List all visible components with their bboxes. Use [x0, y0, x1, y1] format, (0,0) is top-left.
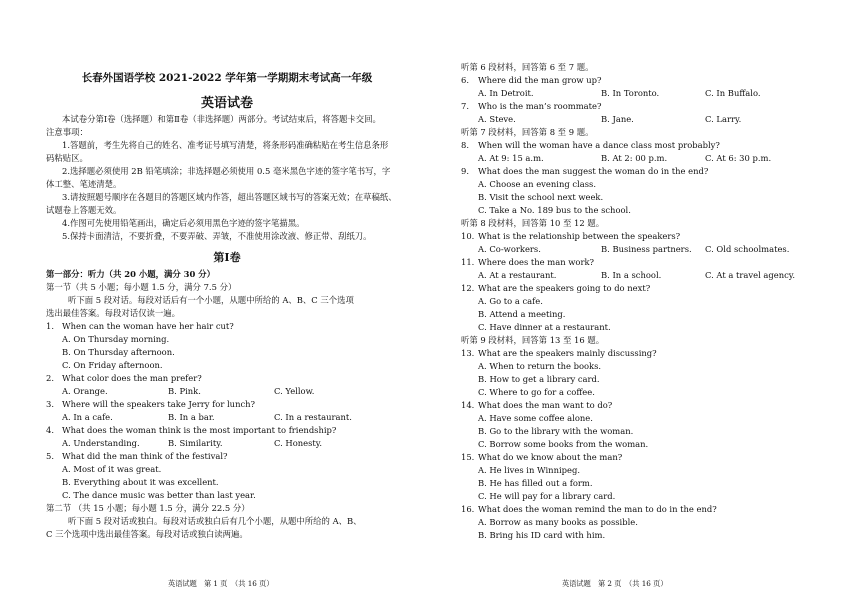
- option-a: A. Steve.: [478, 114, 516, 124]
- option-c: C. The dance music was better than last year.: [62, 490, 256, 500]
- question-text: What does the man suggest the woman do in the end?: [478, 166, 709, 176]
- question-number: 8.: [461, 140, 469, 150]
- note-1a: 1.答题前，考生先将自己的姓名、准考证号填写清楚，将条形码准确粘贴在考生信息条形: [62, 140, 389, 150]
- section2-heading: 第二节 （共 15 小题；每小题 1.5 分，满分 22.5 分）: [46, 503, 250, 513]
- option-c: C. Have dinner at a restaurant.: [478, 322, 611, 332]
- option-a: A. In Detroit.: [478, 88, 534, 98]
- question-text: What do we know about the man?: [478, 452, 623, 462]
- question-text: When can the woman have her hair cut?: [62, 321, 234, 331]
- question-number: 2.: [46, 373, 54, 383]
- option-c: C. In a restaurant.: [274, 412, 352, 422]
- material-header-9: 听第 9 段材料，回答第 13 至 16 题。: [461, 335, 605, 345]
- question-number: 14.: [461, 400, 475, 410]
- option-c: C. At 6: 30 p.m.: [705, 153, 772, 163]
- section2-directions-a: 听下面 5 段对话或独白。每段对话或独白后有几个小题，从题中所给的 A、B、: [68, 516, 362, 526]
- material-header-6: 听第 6 段材料，回答第 6 至 7 题。: [461, 62, 594, 72]
- option-c: C. In Buffalo.: [705, 88, 761, 98]
- page-footer-right: 英语试题 第 2 页 （共 16 页）: [562, 579, 668, 588]
- question-number: 5.: [46, 451, 54, 461]
- note-2b: 体工整、笔迹清楚。: [46, 179, 122, 189]
- part1-heading: 第一部分：听力（共 20 小题，满分 30 分）: [46, 269, 215, 279]
- question-number: 4.: [46, 425, 54, 435]
- option-a: A. Choose an evening class.: [478, 179, 596, 189]
- option-b: B. Pink.: [168, 386, 201, 396]
- option-a: A. Borrow as many books as possible.: [478, 517, 638, 527]
- option-a: A. Co-workers.: [478, 244, 541, 254]
- question-number: 16.: [461, 504, 475, 514]
- option-c: C. Take a No. 189 bus to the school.: [478, 205, 631, 215]
- exam-title: 长春外国语学校 2021-2022 学年第一学期期末考试高一年级: [81, 72, 373, 84]
- question-number: 6.: [461, 75, 469, 85]
- option-b: B. In Toronto.: [601, 88, 660, 98]
- question-text: Where does the man work?: [478, 257, 595, 267]
- option-a: A. Understanding.: [62, 438, 140, 448]
- option-c: C. On Friday afternoon.: [62, 360, 163, 370]
- instructions-heading: 注意事项：: [46, 127, 88, 137]
- option-a: A. On Thursday morning.: [62, 334, 170, 344]
- option-c: C. Where to go for a coffee.: [478, 387, 595, 397]
- option-c: C. At a travel agency.: [705, 270, 796, 280]
- option-b: B. Visit the school next week.: [478, 192, 604, 202]
- option-a: A. When to return the books.: [478, 361, 602, 371]
- question-number: 9.: [461, 166, 469, 176]
- option-a: A. At 9: 15 a.m.: [478, 153, 544, 163]
- question-text: Where did the man grow up?: [478, 75, 602, 85]
- question-text: What did the man think of the festival?: [62, 451, 228, 461]
- note-4: 4.作图可先使用铅笔画出，确定后必须用黑色字迹的签字笔描黑。: [62, 218, 305, 228]
- question-text: Who is the man’s roommate?: [478, 101, 602, 111]
- question-text: What does the woman think is the most important to friendship?: [62, 425, 337, 435]
- section1-directions-a: 听下面 5 段对话。每段对话后有一个小题，从题中所给的 A、B、C 三个选项: [68, 295, 354, 305]
- question-number: 15.: [461, 452, 475, 462]
- option-b: B. At 2: 00 p.m.: [601, 153, 668, 163]
- question-text: When will the woman have a dance class most probably?: [478, 140, 720, 150]
- option-b: B. How to get a library card.: [478, 374, 600, 384]
- section1-directions-b: 选出最佳答案。每段对话仅读一遍。: [46, 308, 180, 318]
- option-c: C. Yellow.: [274, 386, 315, 396]
- instructions-intro: 本试卷分第Ⅰ卷（选择题）和第Ⅱ卷（非选择题）两部分。考试结束后，将答题卡交回。: [62, 114, 381, 124]
- option-b: B. In a school.: [601, 270, 662, 280]
- option-a: A. Most of it was great.: [62, 464, 162, 474]
- option-b: B. Attend a meeting.: [478, 309, 566, 319]
- question-number: 11.: [461, 257, 475, 267]
- question-text: What are the speakers mainly discussing?: [478, 348, 657, 358]
- option-a: A. Go to a cafe.: [478, 296, 543, 306]
- option-a: A. In a cafe.: [62, 412, 113, 422]
- note-2a: 2.选择题必须使用 2B 铅笔填涂；非选择题必须使用 0.5 毫米黑色字迹的签字笔书写，字: [62, 166, 391, 176]
- question-number: 1.: [46, 321, 54, 331]
- question-number: 10.: [461, 231, 475, 241]
- option-b: B. Business partners.: [601, 244, 692, 254]
- note-5: 5.保持卡面清洁，不要折叠，不要弄破、弄皱，不准使用涂改液、修正带、刮纸刀。: [62, 231, 372, 241]
- question-number: 13.: [461, 348, 475, 358]
- note-3b: 试题卷上答题无效。: [46, 205, 122, 215]
- exam-subtitle: 英语试卷: [200, 96, 253, 111]
- question-text: What does the woman remind the man to do in the end?: [478, 504, 717, 514]
- option-c: C. Honesty.: [274, 438, 323, 448]
- option-c: C. Larry.: [705, 114, 742, 124]
- question-text: What is the relationship between the speakers?: [478, 231, 681, 241]
- option-c: C. Old schoolmates.: [705, 244, 790, 254]
- question-number: 12.: [461, 283, 475, 293]
- page-footer-left: 英语试题 第 1 页 （共 16 页）: [168, 579, 274, 588]
- option-b: B. Everything about it was excellent.: [62, 477, 219, 487]
- option-b: B. In a bar.: [168, 412, 215, 422]
- option-b: B. Jane.: [601, 114, 634, 124]
- option-b: B. Go to the library with the woman.: [478, 426, 634, 436]
- option-b: B. On Thursday afternoon.: [62, 347, 175, 357]
- option-c: C. Borrow some books from the woman.: [478, 439, 649, 449]
- option-a: A. At a restaurant.: [478, 270, 557, 280]
- question-number: 3.: [46, 399, 54, 409]
- question-text: What are the speakers going to do next?: [478, 283, 651, 293]
- section1-heading: 第一节（共 5 小题；每小题 1.5 分，满分 7.5 分）: [46, 282, 237, 292]
- material-header-7: 听第 7 段材料，回答第 8 至 9 题。: [461, 127, 594, 137]
- option-b: B. Similarity.: [168, 438, 223, 448]
- question-text: What color does the man prefer?: [62, 373, 202, 383]
- question-number: 7.: [461, 101, 469, 111]
- question-text: Where will the speakers take Jerry for lunch?: [62, 399, 256, 409]
- note-1b: 码粘贴区。: [46, 153, 88, 163]
- note-3a: 3.请按照题号顺序在各题目的答题区域内作答，超出答题区域书写的答案无效；在草稿纸、: [62, 192, 397, 202]
- option-a: A. He lives in Winnipeg.: [478, 465, 580, 475]
- question-text: What does the man want to do?: [478, 400, 613, 410]
- option-c: C. He will pay for a library card.: [478, 491, 616, 501]
- option-b: B. He has filled out a form.: [478, 478, 593, 488]
- section2-directions-b: C 三个选项中选出最佳答案。每段对话或独白读两遍。: [46, 529, 248, 539]
- material-header-8: 听第 8 段材料，回答第 10 至 12 题。: [461, 218, 605, 228]
- option-a: A. Orange.: [62, 386, 108, 396]
- option-b: B. Bring his ID card with him.: [478, 530, 606, 540]
- volume-heading: 第Ⅰ卷: [213, 251, 241, 264]
- option-a: A. Have some coffee alone.: [478, 413, 593, 423]
